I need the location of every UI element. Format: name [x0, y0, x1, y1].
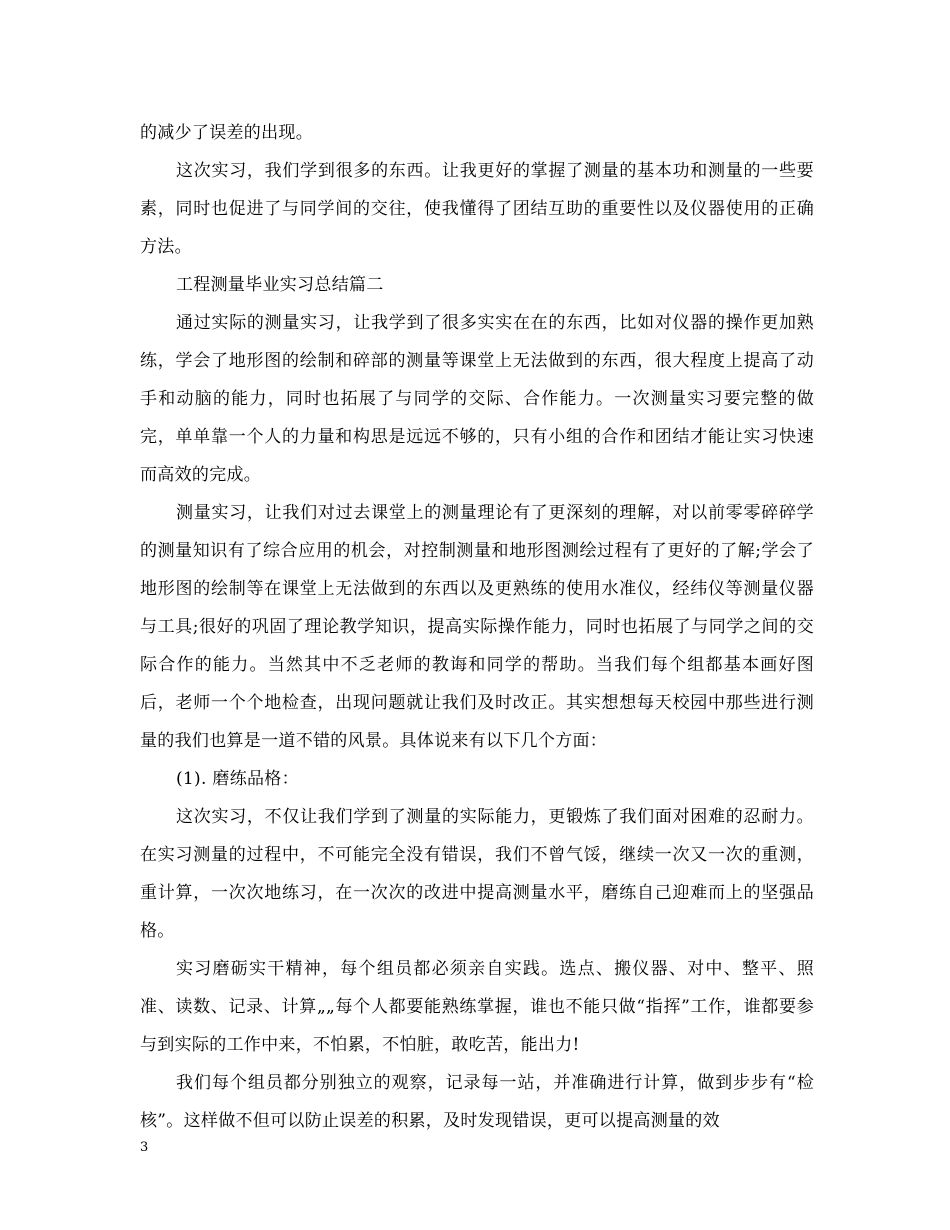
paragraph-6: 实习磨砺实干精神，每个组员都必须亲自实践。选点、搬仪器、对中、整平、照准、读数、记录、计算„„每个人都要能熟练掌握，谁也不能只做“指挥”工作，谁都要参与到实际的工作中来，不怕累，不怕脏，敢吃苦，能出力! [140, 959, 814, 1055]
list-item-heading: (1). 磨练品格： [176, 769, 299, 789]
paragraph-5: 这次实习，不仅让我们学到了测量的实际能力，更锻炼了我们面对困难的忍耐力。在实习测量的过程中，不可能完全没有错误，我们不曾气馁，继续一次又一次的重测，重计算，一次次地练习，在一次次的改进中提高测量水平，磨练自己迎难而上的坚强品格。 [140, 807, 814, 941]
paragraph-7: 我们每个组员都分别独立的观察，记录每一站，并准确进行计算，做到步步有“检核”。这样做不但可以防止误差的积累，及时发现错误，更可以提高测量的效 [140, 1073, 814, 1131]
page-number: 3 [140, 1140, 149, 1155]
document-body [140, 114, 814, 1140]
paragraph-2: 这次实习，我们学到很多的东西。让我更好的掌握了测量的基本功和测量的一些要素，同时也促进了与同学间的交往，使我懂得了团结互助的重要性以及仪器使用的正确方法。 [140, 161, 814, 257]
paragraph-3: 通过实际的测量实习，让我学到了很多实实在在的东西，比如对仪器的操作更加熟练，学会了地形图的绘制和碎部的测量等课堂上无法做到的东西，很大程度上提高了动手和动脑的能力，同时也拓展了与同学的交际、合作能力。一次测量实习要完整的做完，单单靠一个人的力量和构思是远远不够的，只有小组的合作和团结才能让实习快速而高效的完成。 [140, 313, 814, 485]
paragraph-4: 测量实习，让我们对过去课堂上的测量理论有了更深刻的理解，对以前零零碎碎学的测量知识有了综合应用的机会，对控制测量和地形图测绘过程有了更好的了解;学会了地形图的绘制等在课堂上无法做到的东西以及更熟练的使用水准仪，经纬仪等测量仪器与工具;很好的巩固了理论教学知识，提高实际操作能力，同时也拓展了与同学之间的交际合作的能力。当然其中不乏老师的教诲和同学的帮助。当我们每个组都基本画好图后，老师一个个地检查，出现问题就让我们及时改正。其实想想每天校园中那些进行测量的我们也算是一道不错的风景。具体说来有以下几个方面： [140, 503, 814, 751]
paragraph-1: 的减少了误差的出现。 [140, 123, 313, 143]
section-heading: 工程测量毕业实习总结篇二 [176, 275, 384, 295]
